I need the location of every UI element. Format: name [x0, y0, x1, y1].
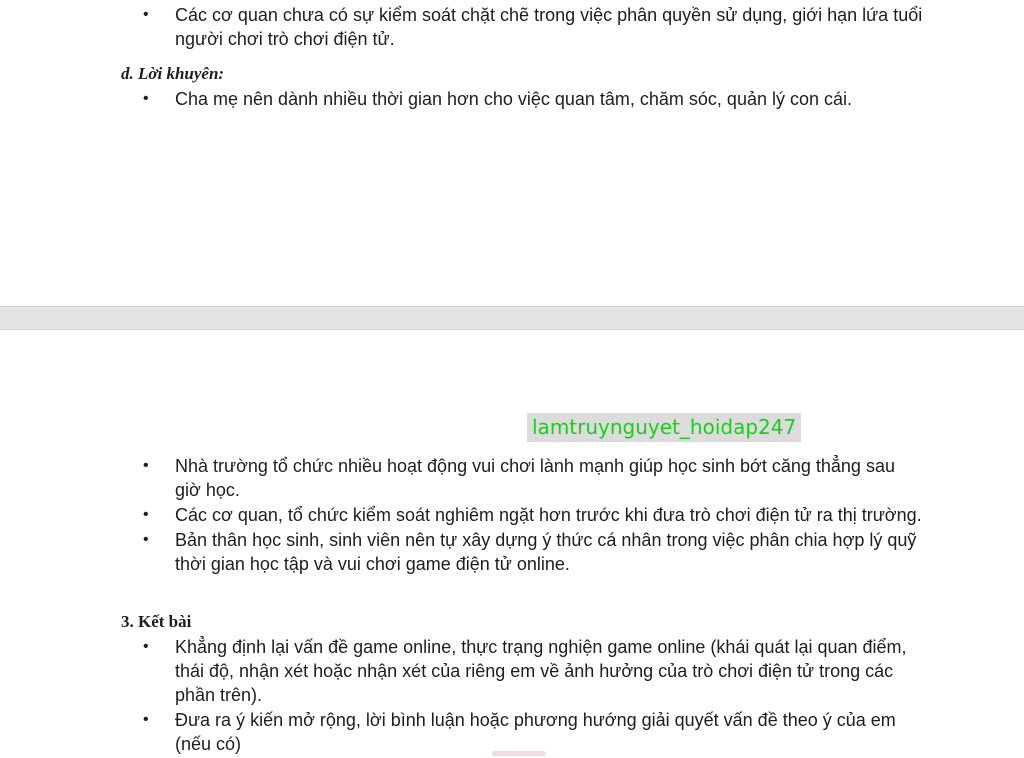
document-page-1	[0, 0, 1024, 306]
list-item	[0, 635, 1024, 707]
bullet-dot: •	[143, 531, 149, 548]
list-item	[0, 528, 1024, 576]
list-item	[0, 503, 1024, 527]
bullet-dot: •	[143, 711, 149, 728]
bullet-dot: •	[143, 90, 149, 107]
list-item-text: Bản thân học sinh, sinh viên nên tự xây dựng ý thức cá nhân trong việc phân chia hợp lý quỹ thời gian học tập và vui chơi game điện tử online.	[175, 530, 917, 574]
list-item-text: Khẳng định lại vấn đề game online, thực trạng nghiện game online (khái quát lại quan điểm, thái độ, nhận xét hoặc nhận xét của riêng em về ảnh hưởng của trò chơi điện tử trong các phần trên).	[175, 637, 907, 705]
section-heading-advice: d. Lời khuyên:	[121, 64, 225, 83]
section-heading-conclusion: 3. Kết bài	[121, 612, 192, 631]
list-item-text: Nhà trường tổ chức nhiều hoạt động vui chơi lành mạnh giúp học sinh bớt căng thẳng sau giờ học.	[175, 456, 895, 500]
bullet-list-conclusion	[0, 635, 1024, 757]
bullet-dot: •	[143, 457, 149, 474]
bullet-dot: •	[143, 638, 149, 655]
list-item-text: Cha mẹ nên dành nhiều thời gian hơn cho việc quan tâm, chăm sóc, quản lý con cái.	[175, 89, 853, 109]
list-item-text: Đưa ra ý kiến mở rộng, lời bình luận hoặc phương hướng giải quyết vấn đề theo ý của em (nếu có)	[175, 710, 896, 754]
list-item	[0, 454, 1024, 502]
bullet-list-advice-continued	[0, 454, 1024, 577]
list-item	[0, 708, 1024, 756]
list-item-text: Các cơ quan, tổ chức kiểm soát nghiêm ngặt hơn trước khi đưa trò chơi điện tử ra thị trường.	[175, 505, 922, 525]
list-item-text: Các cơ quan chưa có sự kiểm soát chặt chẽ trong việc phân quyền sử dụng, giới hạn lứa tuổi người chơi trò chơi điện tử.	[175, 5, 923, 49]
bullet-list-issues	[0, 3, 1024, 52]
bullet-dot: •	[143, 6, 149, 23]
watermark-label: lamtruynguyet_hoidap247	[527, 413, 801, 442]
list-item	[0, 3, 1024, 51]
page-separator	[0, 306, 1024, 330]
list-item	[0, 87, 952, 111]
scan-smudge	[492, 751, 546, 756]
bullet-list-advice	[0, 87, 952, 112]
bullet-dot: •	[143, 506, 149, 523]
